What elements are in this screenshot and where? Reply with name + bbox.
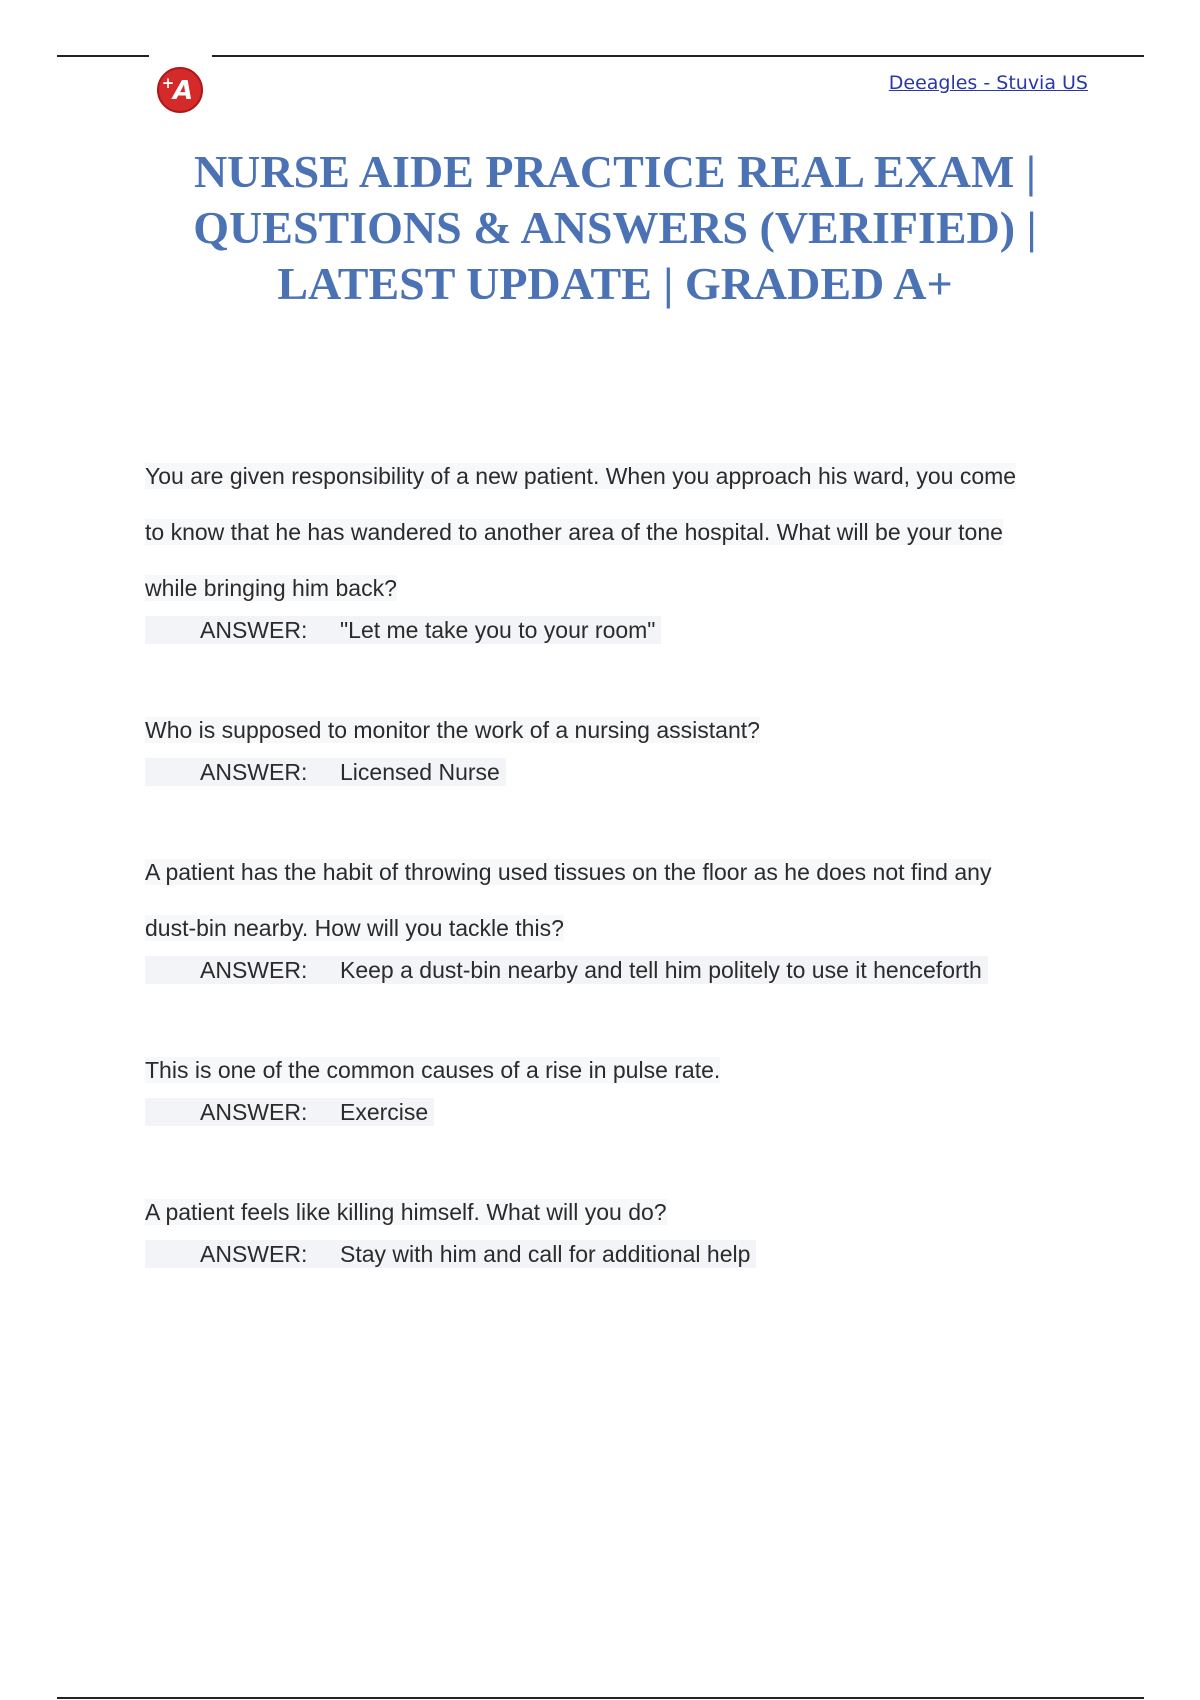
answer-row: [145, 1098, 434, 1126]
answer-text: Licensed Nurse: [340, 759, 500, 785]
answer-text: Keep a dust-bin nearby and tell him politely to use it henceforth: [340, 957, 982, 983]
answer-label: ANSWER:: [200, 1241, 308, 1267]
question-line: to know that he has wandered to another area of the hospital. What will be your tone: [145, 519, 1003, 545]
question-line: You are given responsibility of a new patient. When you approach his ward, you come: [145, 463, 1017, 489]
answer-row: [145, 616, 661, 644]
answer-label: ANSWER:: [200, 957, 308, 983]
answer-label: ANSWER:: [200, 1099, 308, 1125]
svg-text:A: A: [172, 76, 194, 106]
title-line: LATEST UPDATE | GRADED A+: [277, 258, 953, 309]
qa-item: [145, 844, 1075, 984]
red-circle-a-plus-logo-icon: [154, 64, 206, 116]
title-line: QUESTIONS & ANSWERS (VERIFIED) |: [193, 202, 1037, 253]
qa-item: [145, 1184, 1075, 1268]
title-line: NURSE AIDE PRACTICE REAL EXAM |: [193, 146, 1037, 197]
qa-item: [145, 702, 1075, 786]
answer-row: [145, 956, 988, 984]
question-text: [145, 702, 1075, 758]
question-line: dust-bin nearby. How will you tackle this?: [145, 915, 564, 941]
question-text: [145, 1184, 1075, 1240]
question-line: Who is supposed to monitor the work of a nursing assistant?: [145, 717, 760, 743]
qa-item: [145, 1042, 1075, 1126]
answer-label: ANSWER:: [200, 759, 308, 785]
answer-text: Stay with him and call for additional help: [340, 1241, 751, 1267]
author-store-link[interactable]: Deeagles - Stuvia US: [888, 72, 1088, 94]
question-line: A patient feels like killing himself. What will you do?: [145, 1199, 667, 1225]
header-rule-left: [57, 55, 149, 57]
svg-text:+: +: [161, 74, 175, 92]
header-rule-right: [212, 55, 1144, 57]
qa-item: [145, 448, 1075, 644]
question-text: [145, 1042, 1075, 1098]
question-text: [145, 844, 1075, 956]
document-title: [120, 144, 1110, 312]
footer-rule: [57, 1697, 1144, 1699]
answer-label: ANSWER:: [200, 617, 308, 643]
answer-row: [145, 1240, 756, 1268]
question-line: while bringing him back?: [145, 575, 397, 601]
answer-text: Exercise: [340, 1099, 429, 1125]
qa-list: [145, 448, 1075, 1326]
question-line: This is one of the common causes of a rise in pulse rate.: [145, 1057, 721, 1083]
question-line: A patient has the habit of throwing used tissues on the floor as he does not find any: [145, 859, 992, 885]
answer-text: "Let me take you to your room": [340, 617, 656, 643]
answer-row: [145, 758, 506, 786]
question-text: [145, 448, 1075, 616]
